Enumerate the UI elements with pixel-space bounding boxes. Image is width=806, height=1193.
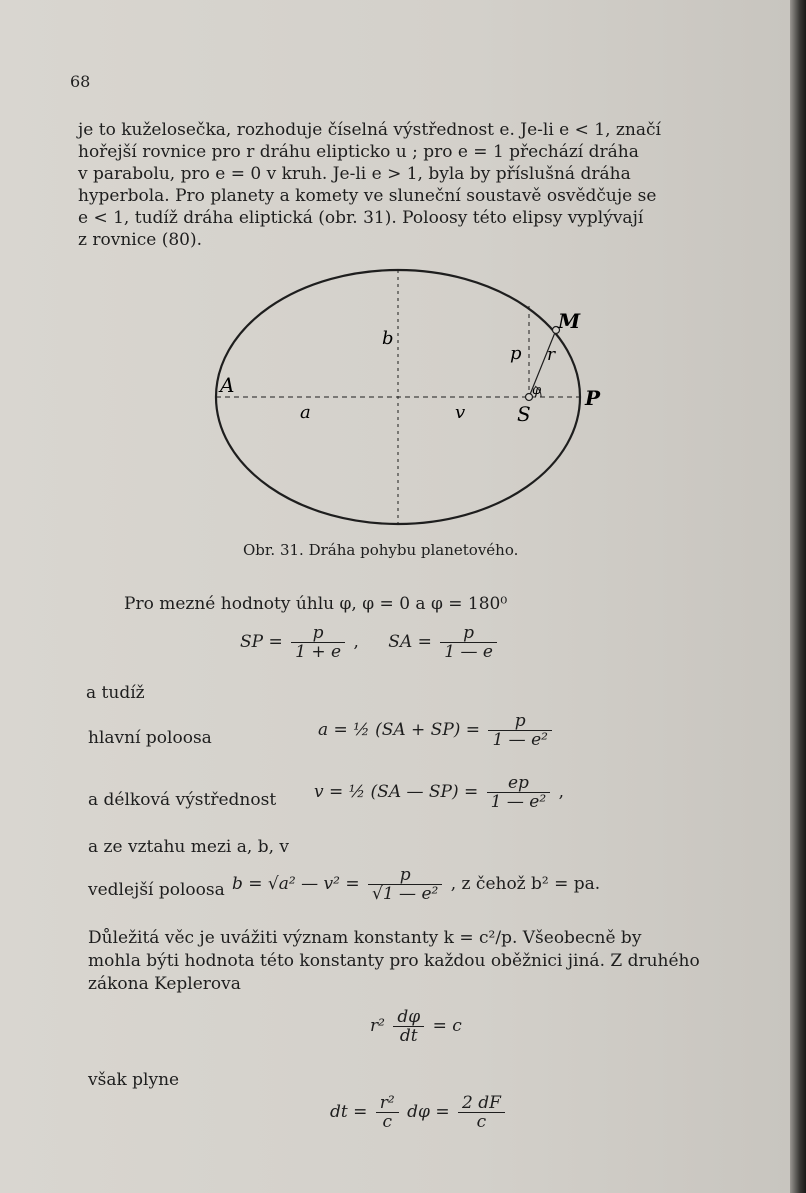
sa-lhs: SA = (388, 632, 432, 652)
label-S: S (517, 402, 531, 426)
limits-intro: Pro mezné hodnoty úhlu φ, φ = 0 a φ = 180⁰ (124, 594, 508, 614)
text-line: zákona Keplerova (88, 974, 241, 994)
page-number: 68 (70, 72, 91, 91)
orbit-figure (190, 262, 630, 537)
text-line: e < 1, tudíž dráha eliptická (obr. 31). Poloosy této elipsy vyplývají (78, 208, 644, 228)
label-a: a (300, 402, 311, 423)
label-r: r (547, 345, 556, 365)
dt-equation: dt = $\frac{\text{r²}}{c}$ dφ = $\frac{2 dF}{c}$ (330, 1094, 508, 1131)
sa-fraction: $\frac{p}{1 — e}$ (440, 624, 497, 661)
text-line: je to kuželosečka, rozhoduje číselná výstřednost e. Je-li e < 1, značí (78, 120, 661, 140)
figure-caption: Obr. 31. Dráha pohybu planetového. (243, 541, 519, 559)
label-A: A (220, 373, 235, 397)
label-phi: φ (532, 383, 542, 398)
label-v: v (455, 402, 466, 423)
vedlejsi-label: vedlejší poloosa (88, 880, 225, 900)
vztah-line: a ze vztahu mezi a, b, v (88, 837, 290, 857)
delkova-label: a délková výstřednost (88, 790, 277, 810)
paragraph-intro (78, 120, 661, 252)
vedlejsi-equation: b = √a² — v² = $\frac{p}{\text{√1 — e²}}$ , z čehož b² = pa. (232, 865, 601, 904)
text-line: z rovnice (80). (78, 230, 202, 250)
vsak-plyne: však plyne (88, 1070, 180, 1090)
kepler-equation: r² $\frac{d\varphi}{dt}$ = c (370, 1007, 462, 1046)
label-b: b (382, 328, 394, 349)
sp-sa-equations: SP = $\frac{p}{1 + e}$ , SA = $\frac{p}{1 — e}$ (240, 624, 500, 661)
hlavni-label: hlavní poloosa (88, 728, 212, 748)
text-line: hyperbola. Pro planety a komety ve sluneční soustavě osvědčuje se (78, 186, 657, 206)
paragraph-important (88, 927, 700, 996)
sp-lhs: SP = (240, 632, 283, 652)
text-line: mohla býti hodnota této konstanty pro každou oběžnici jiná. Z druhého (88, 951, 700, 971)
hlavni-equation: a = ½ (SA + SP) = $\frac{p}{\text{1 — e²}}$ (318, 712, 555, 749)
label-p: p (510, 343, 522, 364)
label-M: M (558, 309, 581, 333)
text-line: hořejší rovnice pro r dráhu elipticko u ; pro e = 1 přechází dráha (78, 142, 639, 162)
delkova-equation: v = ½ (SA — SP) = $\frac{ep}{\text{1 — e²}}$ , (314, 773, 564, 812)
sp-fraction: $\frac{p}{1 + e}$ (291, 624, 345, 661)
book-spine-edge (790, 0, 806, 1193)
text-line: v parabolu, pro e = 0 v kruh. Je-li e > 1, byla by příslušná dráha (78, 164, 631, 184)
a-tudiz: a tudíž (86, 683, 145, 703)
text-line: Důležitá věc je uvážiti význam konstanty k = c²/p. Všeobecně by (88, 928, 642, 948)
label-P: P (585, 386, 601, 410)
